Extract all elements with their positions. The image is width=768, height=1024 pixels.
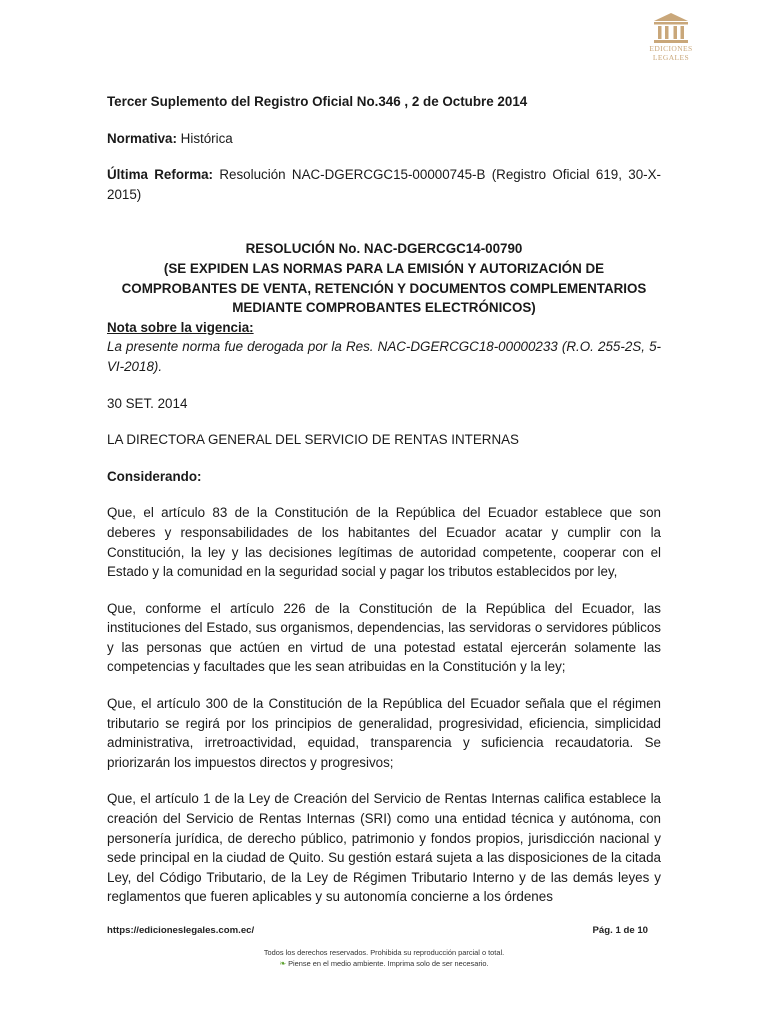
- reforma-line: [107, 165, 661, 204]
- paragraph-1: Que, el artículo 83 de la Constitución de la República del Ecuador establece que son deberes y responsabilidades de los habitantes del Ecuador acatar y cumplir con la Constitución, la ley y las decisiones legítimas de autoridad competente, cooperar con el Estado y la comunidad en la seguridad social y pagar los tributos establecidos por ley,: [107, 505, 661, 580]
- suplemento-heading: Tercer Suplemento del Registro Oficial No.346 , 2 de Octubre 2014: [107, 94, 528, 109]
- document-date: 30 SET. 2014: [107, 395, 188, 411]
- resolucion-title: RESOLUCIÓN No. NAC-DGERCGC14-00790: [245, 241, 523, 257]
- document-body: [107, 92, 661, 907]
- footer-environment: [0, 959, 768, 968]
- footer-environment-text: Piense en el medio ambiente. Imprima solo de ser necesario.: [288, 959, 489, 968]
- footer-url-link[interactable]: https://edicioneslegales.com.ec/: [107, 925, 255, 936]
- paragraph-2: Que, conforme el artículo 226 de la Constitución de la República del Ecuador, las instituciones del Estado, sus organismos, dependencias, las servidoras o servidores públicos y las personas que actúen en virtud de una potestad estatal ejercerán solamente las competencias y facultades que les sean atribuidas en la Constitución y la ley;: [107, 600, 661, 675]
- nota-label: Nota sobre la vigencia:: [107, 319, 254, 335]
- footer-rights: Todos los derechos reservados. Prohibida su reproducción parcial o total.: [263, 948, 505, 957]
- normativa-line: [107, 129, 661, 149]
- authority-line: LA DIRECTORA GENERAL DEL SERVICIO DE RENTAS INTERNAS: [107, 432, 519, 448]
- reforma-label: Última Reforma:: [107, 167, 214, 183]
- normativa-value: Histórica: [176, 130, 233, 146]
- logo-line-2: LEGALES: [652, 53, 690, 62]
- page-number: Pág. 1 de 10: [592, 925, 648, 936]
- reforma-value: Resolución NAC-DGERCGC15-00000745-B (Registro Oficial 619, 30-X-2015): [107, 167, 661, 202]
- page-footer: [107, 925, 648, 936]
- paragraph-3: Que, el artículo 300 de la Constitución de la República del Ecuador señala que el régimen tributario se regirá por los principios de generalidad, progresividad, eficiencia, simplicidad administrativa, irretroactividad, equidad, transparencia y suficiencia recaudatoria. Se priorizarán los impuestos directos y progresivos;: [107, 696, 661, 770]
- considerando-heading: Considerando:: [107, 468, 202, 484]
- leaf-icon: ❧: [279, 959, 287, 968]
- normativa-label: Normativa:: [107, 130, 177, 146]
- columns-temple-icon: [651, 12, 691, 44]
- logo-line-1: EDICIONES: [649, 44, 693, 53]
- nota-text: La presente norma fue derogada por la Res. NAC-DGERCGC18-00000233 (R.O. 255-2S, 5-VI-2018).: [107, 339, 661, 374]
- ediciones-legales-logo: [636, 12, 706, 62]
- paragraph-4: Que, el artículo 1 de la Ley de Creación del Servicio de Rentas Internas califica establece la creación del Servicio de Rentas Internas (SRI) como una entidad técnica y autónoma, con personería jurídica, de derecho público, patrimonio y fondos propios, jurisdicción nacional y sede principal en la ciudad de Quito. Su gestión estará sujeta a las disposiciones de la citada Ley, del Código Tributario, de la Ley de Régimen Tributario Interno y de las demás leyes y reglamentos que fueren aplicables y su autonomía concierne a los órdenes: [107, 791, 661, 905]
- resolucion-subtitle: (SE EXPIDEN LAS NORMAS PARA LA EMISIÓN Y AUTORIZACIÓN DE COMPROBANTES DE VENTA, RETENCIÓN Y DOCUMENTOS COMPLEMENTARIOS MEDIANTE COMPROBANTES ELECTRÓNICOS): [121, 260, 647, 316]
